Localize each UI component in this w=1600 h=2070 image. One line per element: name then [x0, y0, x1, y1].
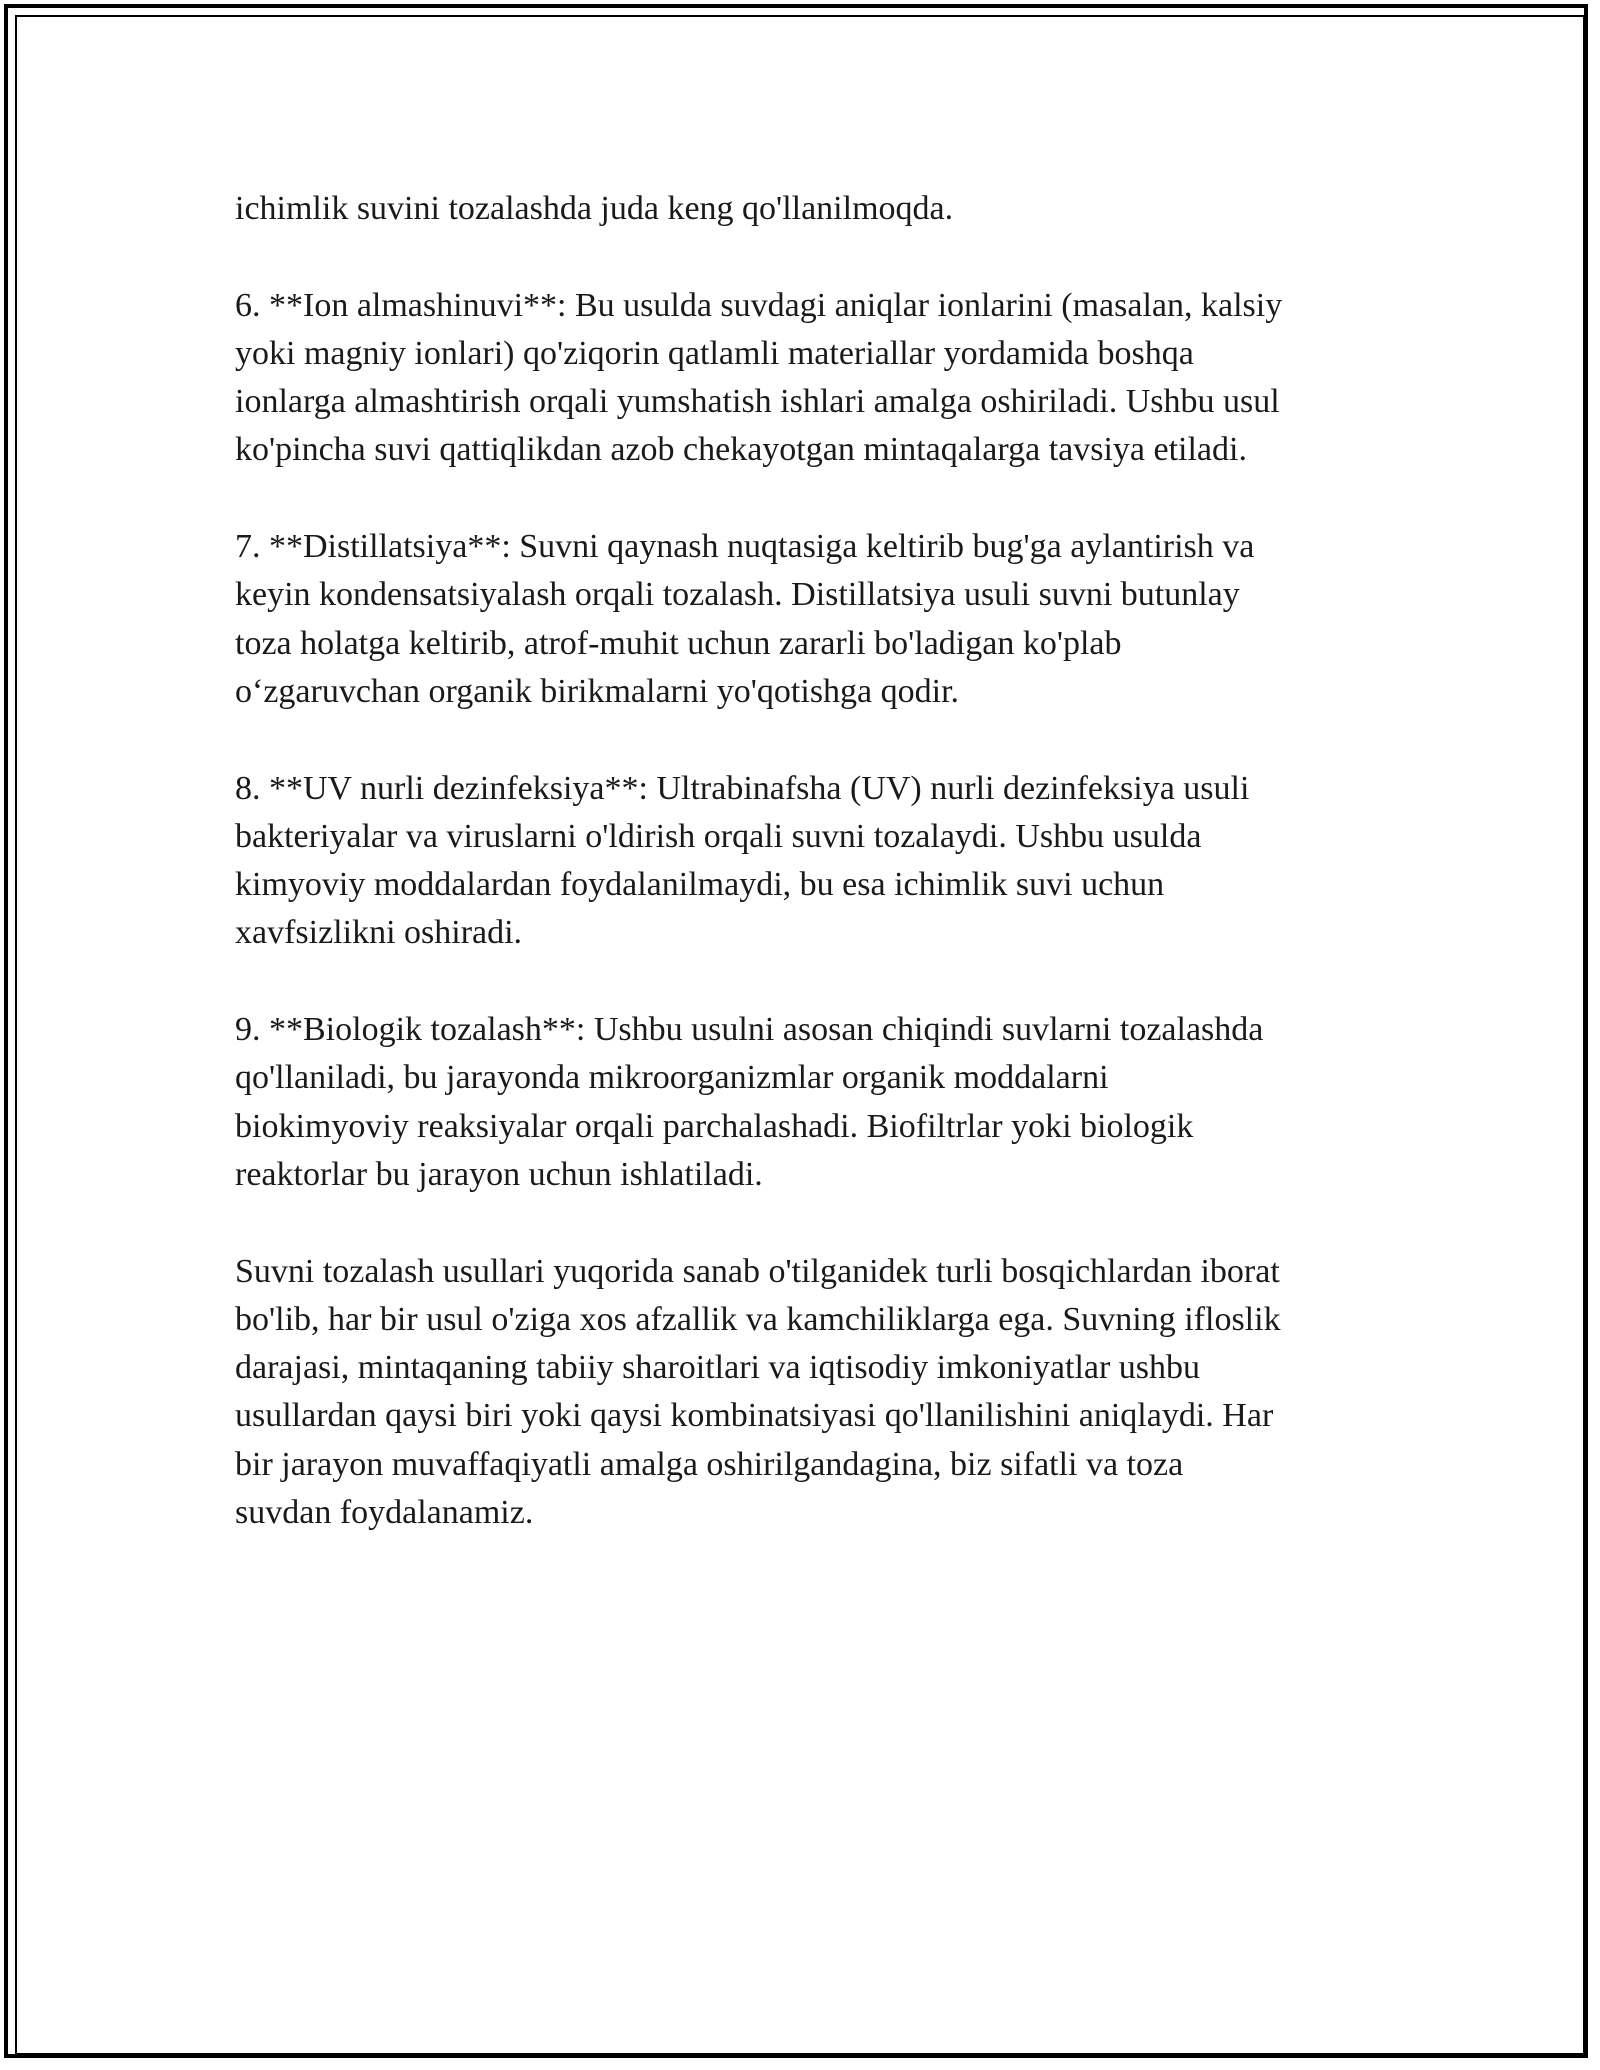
document-body [235, 185, 1385, 1586]
paragraph-continuation: ichimlik suvini tozalashda juda keng qo'llanilmoqda. [235, 190, 954, 227]
paragraph-conclusion: Suvni tozalash usullari yuqorida sanab o'tilganidek turli bosqichlardan iborat bo'lib, har bir usul o'ziga xos afzallik va kamchiliklarga ega. Suvning ifloslik darajasi, mintaqaning tabiiy sharoitlari va iqtisodiy imkoniyatlar ushbu usullardan qaysi biri yoki qaysi kombinatsiyasi qo'llanilishini aniqlaydi. Har bir jarayon muvaffaqiyatli amalga oshirilgandagina, biz sifatli va toza suvdan foydalanamiz. [235, 1252, 1281, 1532]
paragraph-ion-exchange: 6. **Ion almashinuvi**: Bu usulda suvdagi aniqlar ionlarini (masalan, kalsiy yoki magniy ionlari) qo'ziqorin qatlamli materiallar yordamida boshqa ionlarga almashtirish orqali yumshatish ishlari amalga oshiriladi. Ushbu usul ko'pincha suvi qattiqlikdan azob chekayotgan mintaqalarga tavsiya etiladi. [235, 286, 1283, 469]
paragraph-distillation: 7. **Distillatsiya**: Suvni qaynash nuqtasiga keltirib bug'ga aylantirish va keyin kondensatsiyalash orqali tozalash. Distillatsiya usuli suvni butunlay toza holatga keltirib, atrof-muhit uchun zararli bo'ladigan ko'plab o‘zgaruvchan organik birikmalarni yo'qotishga qodir. [235, 528, 1255, 710]
paragraph-uv-disinfection: 8. **UV nurli dezinfeksiya**: Ultrabinafsha (UV) nurli dezinfeksiya usuli bakteriyalar va viruslarni o'ldirish orqali suvni tozalaydi. Ushbu usulda kimyoviy moddalardan foydalanilmaydi, bu esa ichimlik suvi uchun xavfsizlikni oshiradi. [235, 769, 1250, 952]
paragraph-biological-treatment: 9. **Biologik tozalash**: Ushbu usulni asosan chiqindi suvlarni tozalashda qo'llaniladi, bu jarayonda mikroorganizmlar organik moddalarni biokimyoviy reaksiyalar orqali parchalashadi. Biofiltrlar yoki biologik reaktorlar bu jarayon uchun ishlatiladi. [235, 1011, 1264, 1193]
